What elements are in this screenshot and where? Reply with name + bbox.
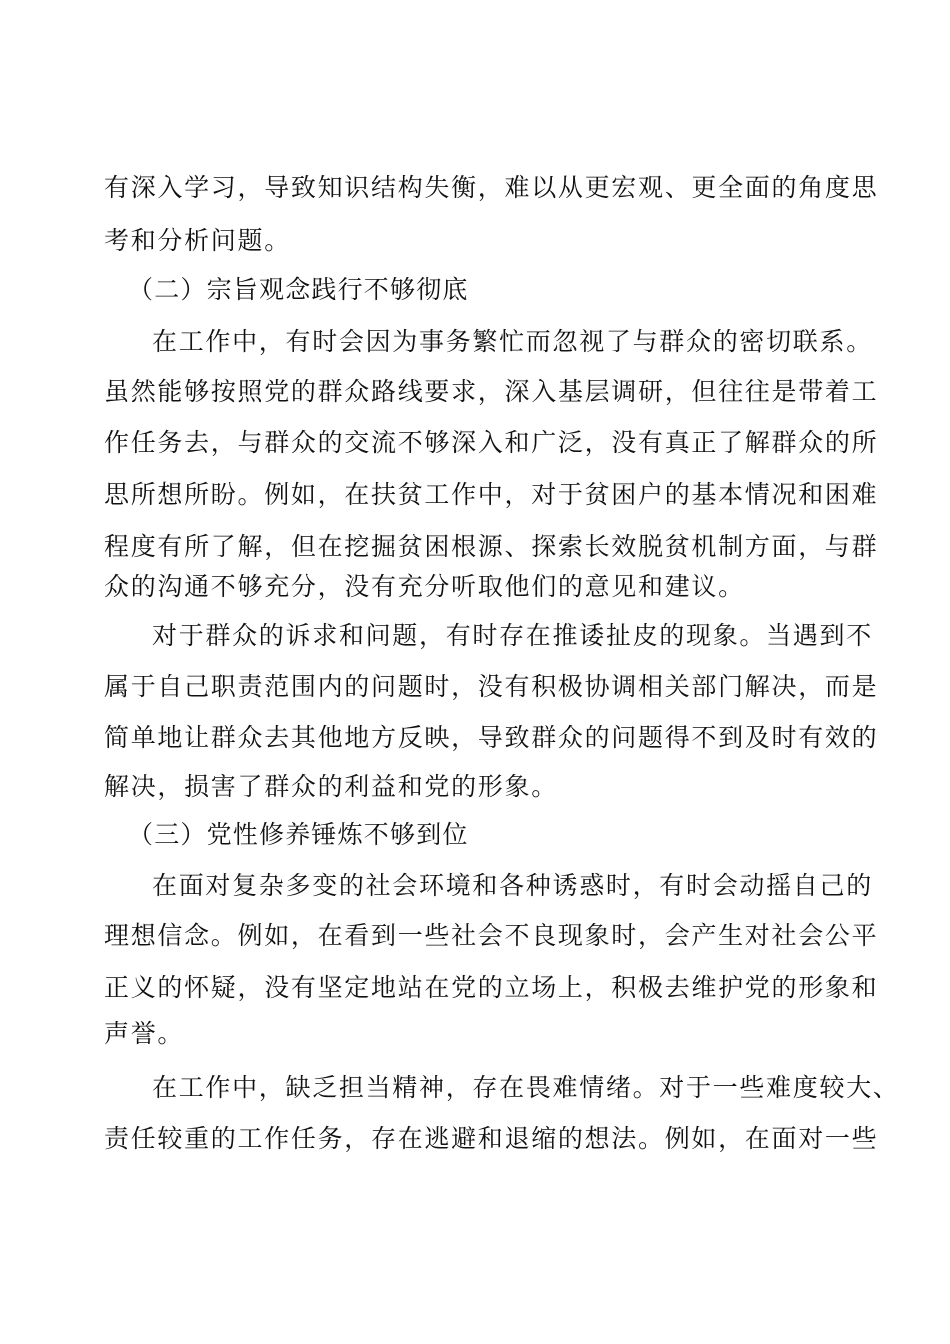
paragraph-start-line: 在工作中，有时会因为事务繁忙而忽视了与群众的密切联系。 xyxy=(152,327,873,356)
body-text-line: 众的沟通不够充分，没有充分听取他们的意见和建议。 xyxy=(104,572,745,601)
body-text-line: 解决，损害了群众的利益和党的形象。 xyxy=(104,772,558,801)
body-text-line: 程度有所了解，但在挖掘贫困根源、探索长效脱贫机制方面，与群 xyxy=(104,532,879,561)
body-text-line: 属于自己职责范围内的问题时，没有积极协调相关部门解决，而是 xyxy=(104,672,879,701)
body-text-line: 作任务去，与群众的交流不够深入和广泛，没有真正了解群众的所 xyxy=(104,428,879,457)
body-text-line: 声誉。 xyxy=(104,1019,185,1048)
body-text-line: 考和分析问题。 xyxy=(104,226,291,255)
body-text-line: 思所想所盼。例如，在扶贫工作中，对于贫困户的基本情况和困难 xyxy=(104,480,879,509)
section-heading: （三）党性修养锤炼不够到位 xyxy=(128,820,469,849)
body-text-line: 虽然能够按照党的群众路线要求，深入基层调研，但往往是带着工 xyxy=(104,377,879,406)
body-text-line: 责任较重的工作任务，存在逃避和退缩的想法。例如，在面对一些 xyxy=(104,1124,879,1153)
paragraph-start-line: 在面对复杂多变的社会环境和各种诱惑时，有时会动摇自己的 xyxy=(152,871,873,900)
paragraph-start-line: 对于群众的诉求和问题，有时存在推诿扯皮的现象。当遇到不 xyxy=(152,621,873,650)
body-text-line: 理想信念。例如，在看到一些社会不良现象时，会产生对社会公平 xyxy=(104,921,879,950)
section-heading: （二）宗旨观念践行不够彻底 xyxy=(128,275,469,304)
paragraph-start-line: 在工作中，缺乏担当精神，存在畏难情绪。对于一些难度较大、 xyxy=(152,1073,900,1102)
body-text-line: 有深入学习，导致知识结构失衡，难以从更宏观、更全面的角度思 xyxy=(104,173,879,202)
body-text-line: 简单地让群众去其他地方反映，导致群众的问题得不到及时有效的 xyxy=(104,723,879,752)
body-text-line: 正义的怀疑，没有坚定地站在党的立场上，积极去维护党的形象和 xyxy=(104,973,879,1002)
